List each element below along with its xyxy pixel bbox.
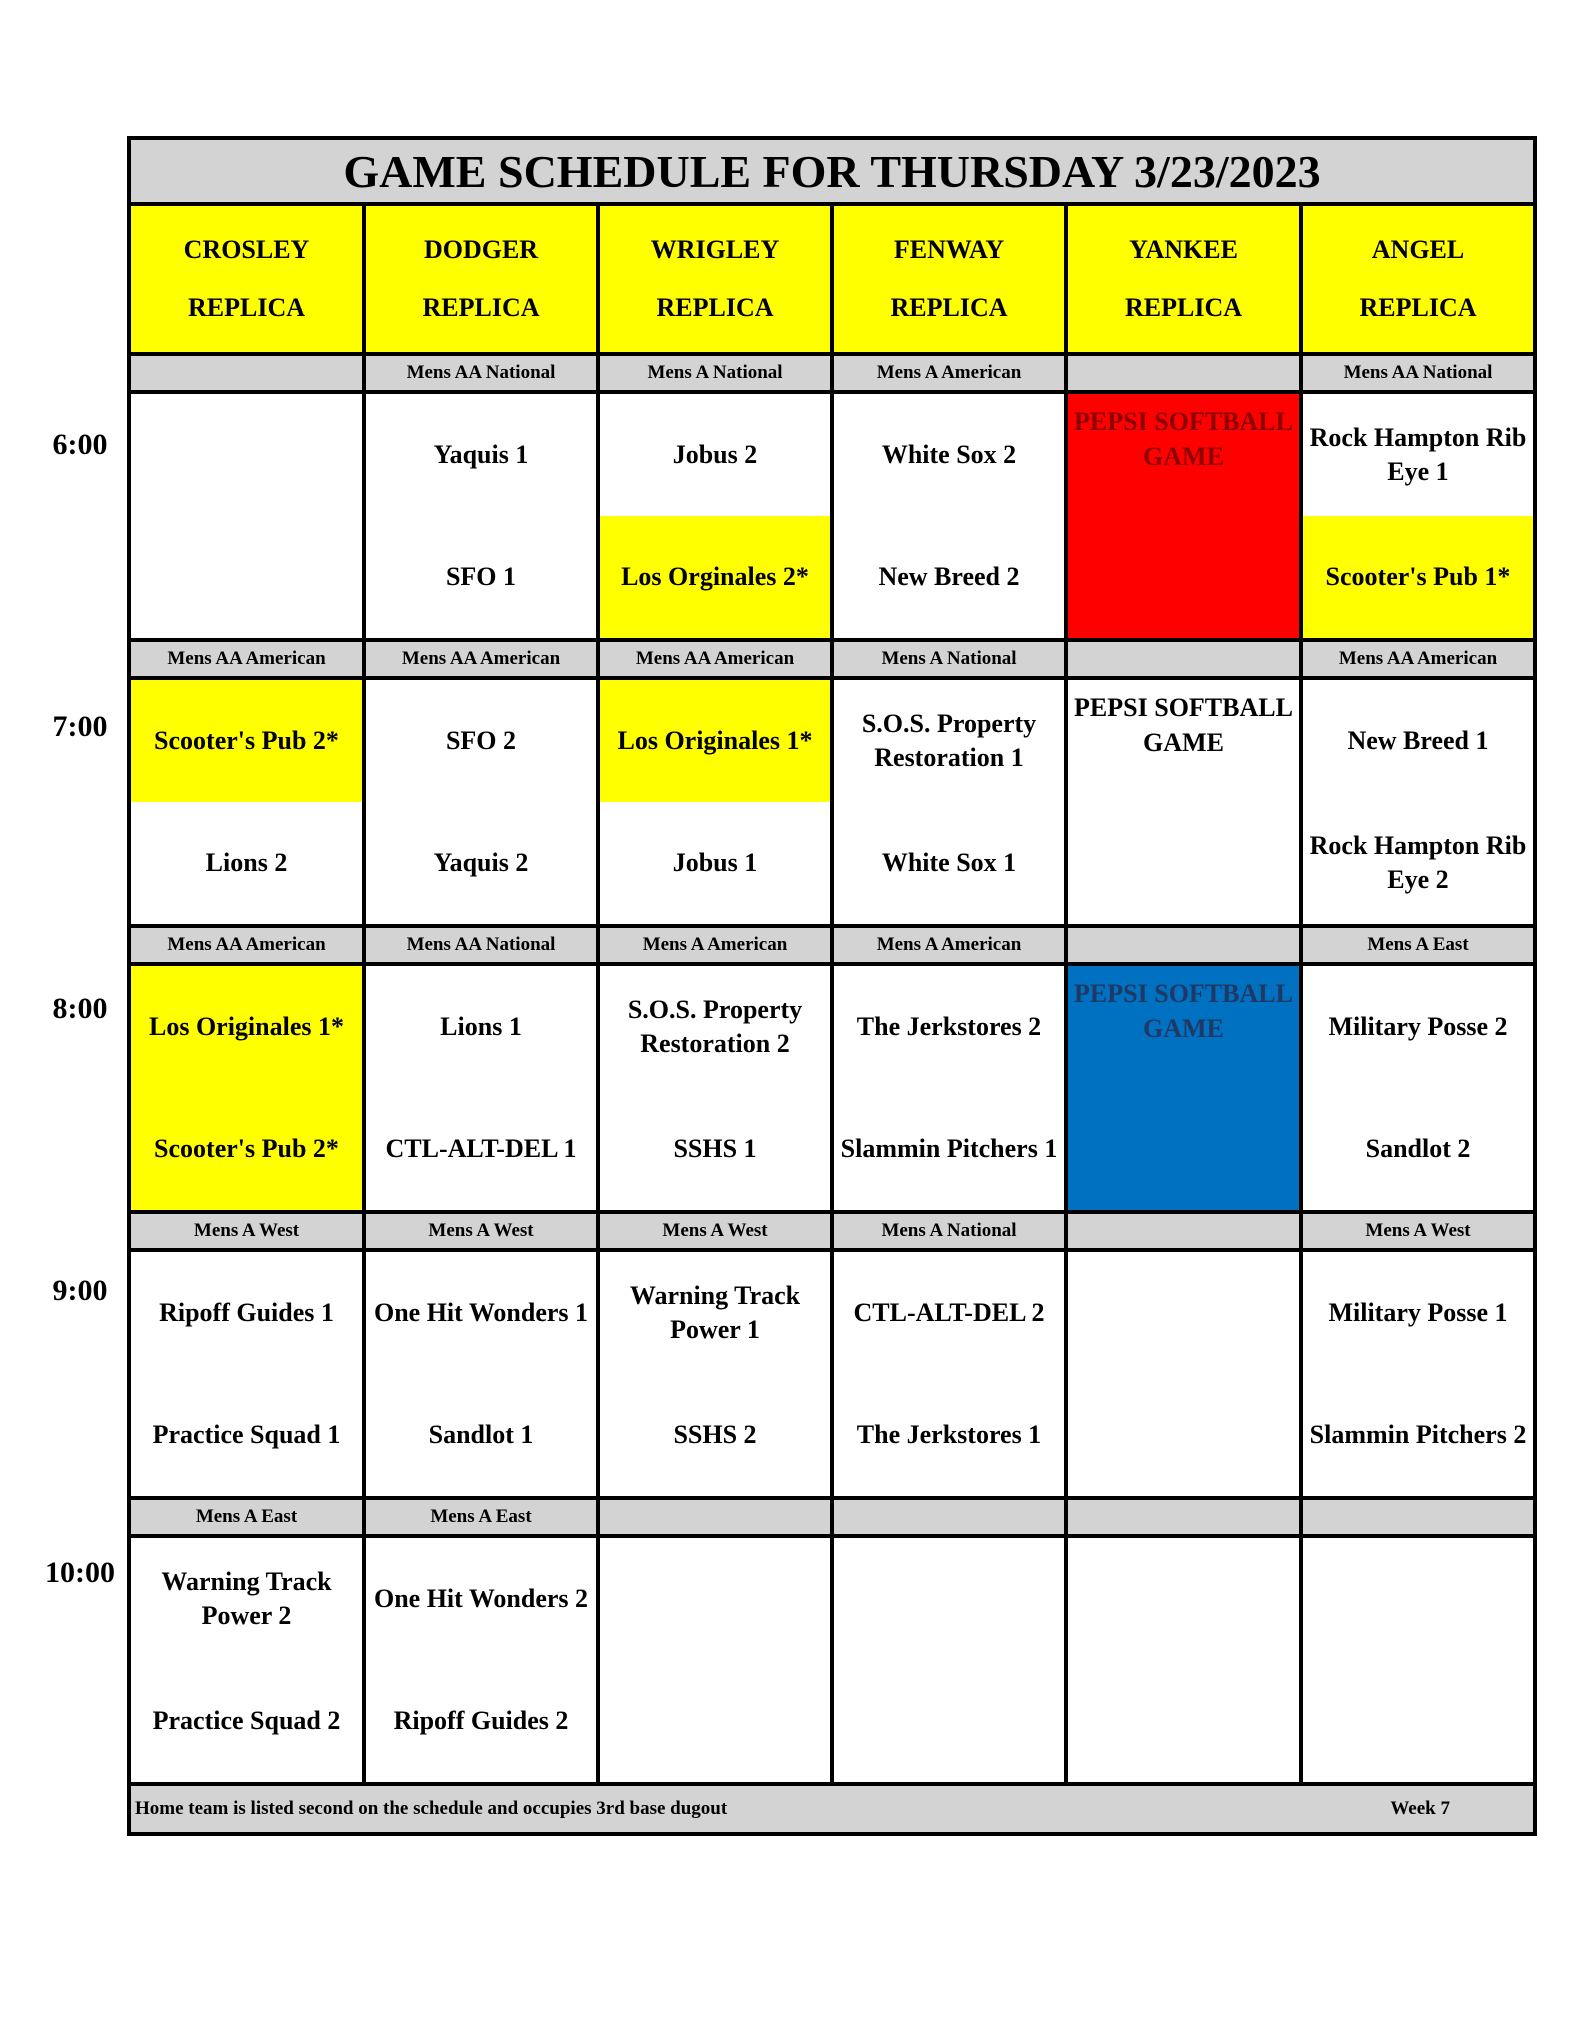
away-team: Lions 1 bbox=[440, 1012, 522, 1041]
division-label: Mens A American bbox=[600, 928, 834, 962]
away-team: One Hit Wonders 1 bbox=[373, 1298, 589, 1327]
field-name: YANKEE bbox=[1129, 235, 1238, 264]
home-team: Scooter's Pub 2* bbox=[131, 1088, 362, 1210]
field-name: CROSLEY bbox=[183, 235, 310, 264]
game-cell bbox=[1303, 394, 1533, 638]
time-label-10: 10:00 bbox=[45, 1556, 115, 1589]
away-team: Ripoff Guides 1 bbox=[159, 1298, 334, 1327]
special-event: PEPSI SOFTBALL GAME bbox=[1068, 966, 1299, 1210]
week-label: Week 7 bbox=[1390, 1798, 1450, 1819]
game-cell bbox=[600, 966, 834, 1210]
home-team bbox=[600, 1660, 830, 1782]
division-label: Mens A East bbox=[1303, 928, 1533, 962]
division-label bbox=[834, 1500, 1068, 1534]
game-row bbox=[131, 680, 1533, 928]
home-team bbox=[834, 1660, 1064, 1782]
away-team bbox=[600, 1538, 830, 1660]
game-cell bbox=[834, 680, 1068, 924]
away-team: Yaquis 1 bbox=[433, 440, 529, 469]
home-team: Slammin Pitchers 2 bbox=[1309, 1420, 1527, 1449]
division-label: Mens A East bbox=[366, 1500, 600, 1534]
game-cell bbox=[600, 680, 834, 924]
field-subtitle: REPLICA bbox=[187, 293, 305, 322]
game-cell bbox=[131, 1252, 366, 1496]
division-label: Mens A American bbox=[834, 928, 1068, 962]
division-label bbox=[600, 1500, 834, 1534]
footer-note: Home team is listed second on the schedule and occupies 3rd base dugout bbox=[135, 1798, 728, 1819]
field-name: WRIGLEY bbox=[650, 235, 780, 264]
division-label: Mens A National bbox=[834, 642, 1068, 676]
field-header bbox=[834, 206, 1068, 352]
division-label: Mens A West bbox=[1303, 1214, 1533, 1248]
game-cell bbox=[1068, 1538, 1303, 1782]
home-team: Scooter's Pub 1* bbox=[1303, 516, 1533, 638]
division-label: Mens A National bbox=[834, 1214, 1068, 1248]
field-subtitle: REPLICA bbox=[1124, 293, 1242, 322]
away-team: CTL-ALT-DEL 2 bbox=[853, 1298, 1045, 1327]
field-header-row bbox=[131, 206, 1533, 356]
division-label bbox=[1068, 356, 1303, 390]
home-team: CTL-ALT-DEL 1 bbox=[385, 1134, 577, 1163]
home-team: SSHS 2 bbox=[673, 1420, 757, 1449]
home-team: Yaquis 2 bbox=[433, 848, 529, 877]
special-event: PEPSI SOFTBALL GAME bbox=[1068, 394, 1299, 638]
game-cell bbox=[1068, 680, 1303, 924]
home-team: SSHS 1 bbox=[673, 1134, 757, 1163]
division-label: Mens AA National bbox=[366, 356, 600, 390]
game-cell bbox=[834, 966, 1068, 1210]
game-cell bbox=[1303, 680, 1533, 924]
game-cell bbox=[834, 394, 1068, 638]
division-row bbox=[131, 356, 1533, 394]
away-team: Warning Track Power 2 bbox=[161, 1567, 332, 1630]
field-subtitle: REPLICA bbox=[890, 293, 1008, 322]
away-team: Scooter's Pub 2* bbox=[131, 680, 362, 802]
home-team: Sandlot 1 bbox=[428, 1420, 534, 1449]
away-team bbox=[1068, 1252, 1299, 1374]
game-cell bbox=[366, 680, 600, 924]
field-header bbox=[366, 206, 600, 352]
game-cell bbox=[1303, 966, 1533, 1210]
time-slots bbox=[131, 356, 1533, 1786]
field-header bbox=[131, 206, 366, 352]
field-name: FENWAY bbox=[893, 235, 1005, 264]
away-team: S.O.S. Property Restoration 1 bbox=[861, 709, 1037, 772]
home-team bbox=[1303, 1660, 1533, 1782]
home-team: Practice Squad 2 bbox=[152, 1706, 341, 1735]
field-name: DODGER bbox=[423, 235, 539, 264]
division-label: Mens A West bbox=[131, 1214, 366, 1248]
away-team: Military Posse 1 bbox=[1328, 1298, 1508, 1327]
home-team bbox=[131, 516, 362, 638]
division-label: Mens A East bbox=[131, 1500, 366, 1534]
division-label: Mens AA American bbox=[1303, 642, 1533, 676]
away-team: White Sox 2 bbox=[881, 440, 1017, 469]
away-team bbox=[834, 1538, 1064, 1660]
time-label-9: 9:00 bbox=[52, 1274, 108, 1307]
game-cell bbox=[834, 1252, 1068, 1496]
game-cell bbox=[366, 1252, 600, 1496]
away-team: Jobus 2 bbox=[672, 440, 758, 469]
division-label: Mens AA National bbox=[1303, 356, 1533, 390]
field-name: ANGEL bbox=[1371, 235, 1465, 264]
home-team: Slammin Pitchers 1 bbox=[840, 1134, 1058, 1163]
division-label: Mens AA National bbox=[366, 928, 600, 962]
division-row bbox=[131, 1214, 1533, 1252]
field-subtitle: REPLICA bbox=[1359, 293, 1477, 322]
division-label: Mens AA American bbox=[131, 928, 366, 962]
away-team: Military Posse 2 bbox=[1328, 1012, 1508, 1041]
game-cell bbox=[366, 394, 600, 638]
game-cell bbox=[1068, 394, 1303, 638]
field-subtitle: REPLICA bbox=[422, 293, 540, 322]
home-team: Rock Hampton Rib Eye 2 bbox=[1309, 831, 1527, 894]
game-cell bbox=[600, 1252, 834, 1496]
schedule-grid bbox=[127, 136, 1537, 1836]
division-row bbox=[131, 1500, 1533, 1538]
division-label bbox=[131, 356, 366, 390]
away-team: Rock Hampton Rib Eye 1 bbox=[1309, 423, 1527, 486]
division-label bbox=[1068, 1214, 1303, 1248]
division-label bbox=[1068, 928, 1303, 962]
time-label-8: 8:00 bbox=[52, 992, 108, 1025]
game-cell bbox=[131, 394, 366, 638]
game-row bbox=[131, 966, 1533, 1214]
game-cell bbox=[600, 394, 834, 638]
away-team: S.O.S. Property Restoration 2 bbox=[627, 995, 803, 1058]
field-header bbox=[1068, 206, 1303, 352]
game-row bbox=[131, 1252, 1533, 1500]
division-label bbox=[1068, 1500, 1303, 1534]
game-cell bbox=[131, 680, 366, 924]
time-label-6: 6:00 bbox=[52, 428, 108, 461]
home-team: Practice Squad 1 bbox=[152, 1420, 341, 1449]
division-label: Mens AA American bbox=[600, 642, 834, 676]
home-team: Los Orginales 2* bbox=[600, 516, 830, 638]
time-label-7: 7:00 bbox=[52, 710, 108, 743]
home-team: Sandlot 2 bbox=[1365, 1134, 1471, 1163]
division-label: Mens A West bbox=[600, 1214, 834, 1248]
home-team: The Jerkstores 1 bbox=[856, 1420, 1042, 1449]
division-label: Mens AA American bbox=[131, 642, 366, 676]
division-label: Mens A American bbox=[834, 356, 1068, 390]
home-team: Lions 2 bbox=[205, 848, 288, 877]
game-cell bbox=[131, 1538, 366, 1782]
home-team: White Sox 1 bbox=[881, 848, 1017, 877]
field-header bbox=[600, 206, 834, 352]
game-cell bbox=[1303, 1538, 1533, 1782]
home-team bbox=[1068, 1374, 1299, 1496]
home-team: New Breed 2 bbox=[878, 562, 1020, 591]
game-row bbox=[131, 1538, 1533, 1786]
game-cell bbox=[131, 966, 366, 1210]
away-team: Los Originales 1* bbox=[131, 966, 362, 1088]
game-cell bbox=[366, 966, 600, 1210]
home-team: SFO 1 bbox=[445, 562, 517, 591]
game-cell bbox=[834, 1538, 1068, 1782]
field-subtitle: REPLICA bbox=[656, 293, 774, 322]
schedule-title: GAME SCHEDULE FOR THURSDAY 3/23/2023 bbox=[131, 140, 1533, 206]
game-cell bbox=[600, 1538, 834, 1782]
away-team bbox=[1068, 1538, 1299, 1660]
game-row bbox=[131, 394, 1533, 642]
game-cell bbox=[1068, 966, 1303, 1210]
division-label: Mens A West bbox=[366, 1214, 600, 1248]
division-row bbox=[131, 928, 1533, 966]
division-label bbox=[1303, 1500, 1533, 1534]
home-team bbox=[1068, 1660, 1299, 1782]
field-header bbox=[1303, 206, 1533, 352]
away-team: New Breed 1 bbox=[1347, 726, 1489, 755]
away-team: SFO 2 bbox=[445, 726, 517, 755]
away-team: One Hit Wonders 2 bbox=[373, 1584, 589, 1613]
division-label: Mens A National bbox=[600, 356, 834, 390]
division-label bbox=[1068, 642, 1303, 676]
game-cell bbox=[366, 1538, 600, 1782]
home-team: Jobus 1 bbox=[672, 848, 758, 877]
away-team: The Jerkstores 2 bbox=[856, 1012, 1042, 1041]
away-team: Warning Track Power 1 bbox=[629, 1281, 801, 1344]
game-cell bbox=[1303, 1252, 1533, 1496]
footer bbox=[131, 1786, 1533, 1832]
home-team: Ripoff Guides 2 bbox=[393, 1706, 569, 1735]
away-team bbox=[1303, 1538, 1533, 1660]
special-event: PEPSI SOFTBALL GAME bbox=[1068, 680, 1299, 924]
division-row bbox=[131, 642, 1533, 680]
away-team bbox=[131, 394, 362, 516]
division-label: Mens AA American bbox=[366, 642, 600, 676]
away-team: Los Originales 1* bbox=[600, 680, 830, 802]
game-cell bbox=[1068, 1252, 1303, 1496]
